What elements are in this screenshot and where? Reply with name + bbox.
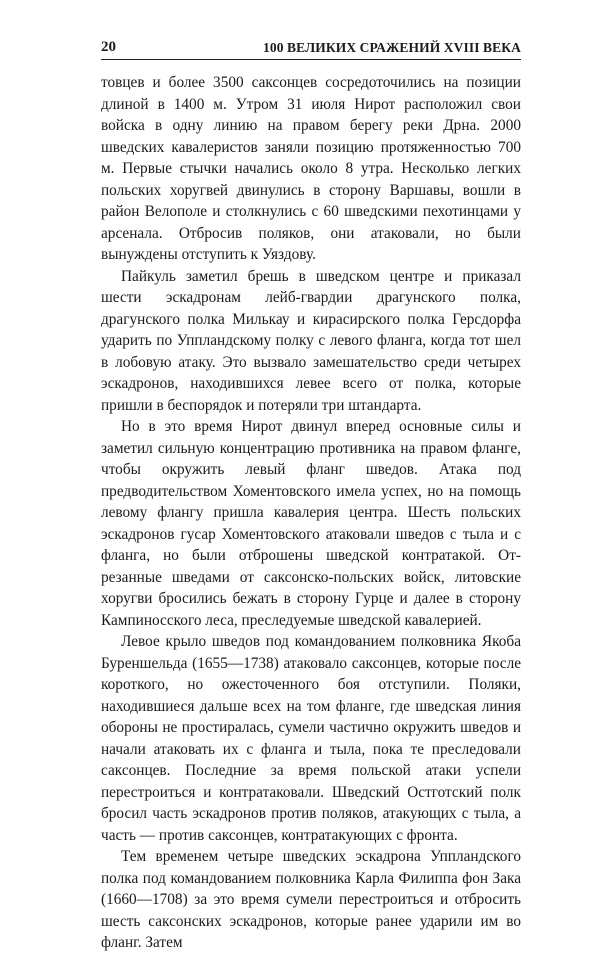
paragraph: Но в это время Нирот двинул вперед основные силы и заметил сильную концентрацию противника на правом фланге, чтобы окружить левый фланг шведов. Атака под предводительством Хоментовского имела успех, но на помощь левому флангу пришла кавалерия центра. Шесть польских эскадронов гусар Хоментовского атаковали шведов с тыла и с фланга, но были отброшены шведской контратакой. Отрезанные шведами от саксонско-польских войск, литовские хоругви бросились бежать в сторону Гурце и далее в сторону Кампиносского леса, преследуемые шведской кавалерией. xyxy=(101,418,521,629)
running-title: 100 ВЕЛИКИХ СРАЖЕНИЙ XVIII ВЕКА xyxy=(263,40,521,55)
paragraph-continuation: товцев и более 3500 саксонцев сосредоточились на позиции длиной в 1400 м. Утром 31 июля Нирот расположил свои войска в одну линию на правом берегу реки Дрна. 2000 шведских кавалеристов заняли позицию протяженностью 700 м. Первые стычки начались около 8 утра. Несколько легких польских хоругвей двинулись в сторону Варшавы, вошли в район Велополе и столкнулись с 60 шведскими пехотинцами у арсенала. Отбросив поляков, они атаковали, но были вынуждены отступить к Уяздову. xyxy=(101,74,521,263)
body-text xyxy=(101,72,521,954)
paragraph: Левое крыло шведов под командованием полковника Якоба Буреншельда (1655—1738) атаковало саксонцев, которые после короткого, но ожесточенного боя отступили. Поляки, находившиеся дальше всех на том фланге, где шведская линия обороны не простиралась, сумели частично окружить шведов и начали атаковать их с фланга и тыла, пока те преследовали саксонцев. Последние за время польской атаки успели перестроиться и контратаковали. Шведский Остготский полк бросил часть эскадронов против поляков, атакующих с тыла, а часть — против саксонцев, контратакующих с фронта. xyxy=(101,633,521,844)
header-rule xyxy=(101,59,521,60)
paragraph: Тем временем четыре шведских эскадрона Уппландского полка под командованием полковника Карла Филиппа фон Зака (1660—1708) за это время сумели перестроиться и отбросить шесть саксонских эскадронов, которые ранее ударили им во фланг. Затем xyxy=(101,848,521,951)
running-head xyxy=(101,36,521,56)
page-number: 20 xyxy=(101,39,116,55)
paragraph: Пайкуль заметил брешь в шведском центре и приказал шести эскадронам лейб-гвардии драгунского полка, драгунского полка Милькау и кирасирского полка Герсдорфа ударить по Уппландскому полку с левого фланга, когда тот шел в лобовую атаку. Это вызвало замешательство среди четырех эскадронов, находившихся левее всего от полка, которые пришли в беспорядок и потеряли три штандарта. xyxy=(101,267,521,414)
